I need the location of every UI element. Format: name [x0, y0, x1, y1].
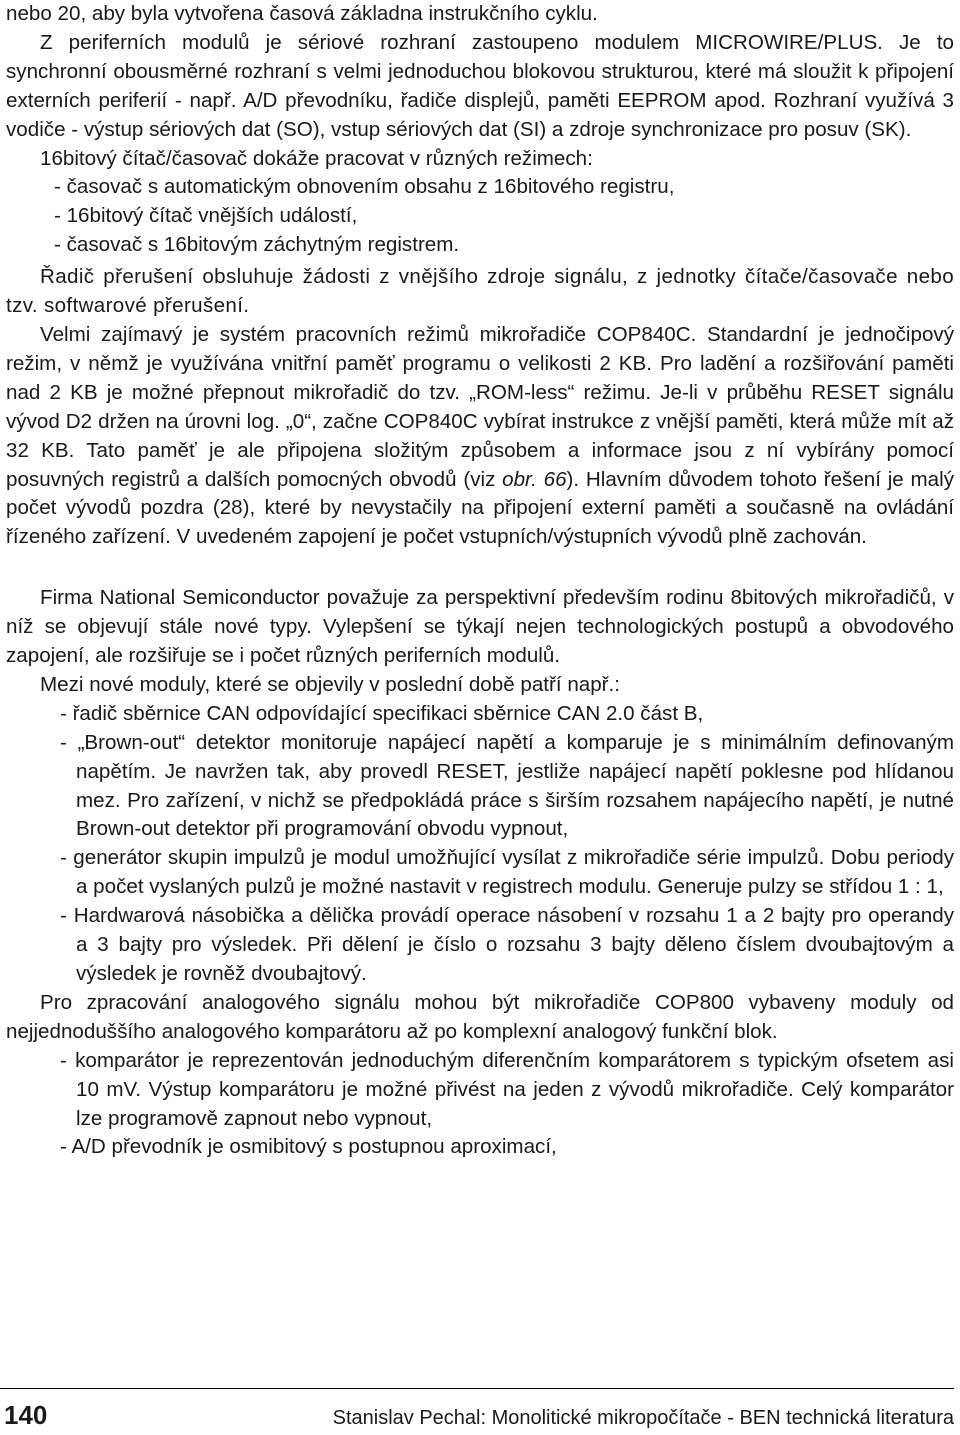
footer-divider	[0, 1388, 954, 1389]
paragraph-text: ). Hlavním důvodem tohoto řešení je malý počet vývodů pozdra (28), které by nevystačily na připojení externí paměti a současně na ovládání řízeného zařízení. V uvedeném zapojení je počet vstupních/výstupních vývodů plně zachován.	[6, 467, 955, 549]
list-item: - časovač s automatickým obnovením obsahu z 16bitového registru,	[54, 175, 675, 199]
paragraph-microwire: Z periferních modulů je sériové rozhraní zastoupeno modulem MICROWIRE/PLUS. Je to synchronní obousměrné rozhraní s velmi jednoduchou blokovou strukturou, které má sloužit k připojení externích periferií - např. A/D převodníku, řadiče displejů, paměti EEPROM apod. Rozhraní využívá 3 vodiče - výstup sériových dat (SO), vstup sériových dat (SI) a zdroje synchronizace pro posuv (SK).	[6, 30, 954, 141]
analog-modules-list	[6, 1047, 954, 1163]
paragraph-timer: 16bitový čítač/časovač dokáže pracovat v různých režimech:	[40, 146, 593, 170]
list-item: - řadič sběrnice CAN odpovídající specifikaci sběrnice CAN 2.0 část B,	[60, 701, 704, 725]
paragraph-operating-modes	[6, 321, 954, 552]
paragraph-continuation: nebo 20, aby byla vytvořena časová základna instrukčního cyklu.	[6, 2, 598, 25]
list-item: - generátor skupin impulzů je modul umožňující vysílat z mikrořadiče série impulzů. Dobu periody a počet vyslaných pulzů je možné nastavit v registrech modulu. Generuje pulzy se střídou 1 : 1,	[60, 846, 954, 899]
footer-credit: Stanislav Pechal: Monolitické mikropočítače - BEN technická literatura	[332, 1407, 954, 1429]
paragraph-analog: Pro zpracování analogového signálu mohou být mikrořadiče COP800 vybaveny moduly od nejjednoduššího analogového komparátoru až po komplexní analogový funkční blok.	[6, 990, 954, 1043]
list-item: - A/D převodník je osmibitový s postupnou aproximací,	[60, 1135, 557, 1159]
page-number: 140	[4, 1400, 48, 1430]
paragraph-interrupts: Řadič přerušení obsluhuje žádosti z vnějšího zdroje signálu, z jednotky čítače/časovače nebo tzv. softwarové přerušení.	[6, 265, 954, 318]
list-item: - 16bitový čítač vnějších událostí,	[54, 204, 358, 228]
list-item: - Hardwarová násobička a dělička provádí operace násobení v rozsahu 1 a 2 bajty pro operandy a 3 bajty pro výsledek. Při dělení je číslo o rozsahu 3 bajty děleno číslem dvoubajtovým a výsledek je rovněž dvoubajtový.	[60, 904, 954, 985]
paragraph-national-semiconductor: Firma National Semiconductor považuje za perspektivní především rodinu 8bitových mikrořadičů, v níž se objevují stále nové typy. Vylepšení se týkají nejen technologických postupů a obvodového zapojení, ale rozšiřuje se i počet různých periferních modulů.	[6, 586, 954, 668]
list-item: - časovač s 16bitovým záchytným registrem.	[54, 233, 460, 257]
new-modules-list	[6, 700, 954, 989]
paragraph-text: Velmi zajímavý je systém pracovních režimů mikrořadiče COP840C. Standardní je jednočipový režim, v němž je využívána vnitřní paměť programu o velikosti 2 KB. Pro ladění a rozšiřování paměti nad 2 KB je možné přepnout mikrořadič do tzv. „ROM-less“ režimu. Je-li v průběhu RESET signálu vývod D2 držen na úrovni log. „0“, začne COP840C vybírat instrukce z vnější paměti, která může mít až 32 KB. Tato paměť je ale připojena složitým způsobem a informace jsou z ní vybírány pomocí posuvných registrů a dalších pomocných obvodů (viz	[6, 322, 954, 491]
page-body	[6, 0, 954, 1162]
timer-modes-list	[6, 173, 954, 260]
list-item: - „Brown-out“ detektor monitoruje napájecí napětí a komparuje je s minimálním definovaným napětím. Je navržen tak, aby provedl RESET, jestliže napájecí napětí poklesne pod hlídanou mez. Pro zařízení, v nichž se předpokládá práce s širším rozsahem napájecího napětí, je nutné Brown-out detektor při programování obvodu vypnout,	[60, 730, 954, 841]
list-item: - komparátor je reprezentován jednoduchým diferenčním komparátorem s typickým ofsetem asi 10 mV. Výstup komparátoru je možné přivést na jeden z vývodů mikrořadiče. Celý komparátor lze programově zapnout nebo vypnout,	[60, 1048, 954, 1130]
paragraph-new-modules: Mezi nové moduly, které se objevily v poslední době patří např.:	[40, 672, 620, 696]
figure-reference: obr. 66	[502, 467, 567, 491]
